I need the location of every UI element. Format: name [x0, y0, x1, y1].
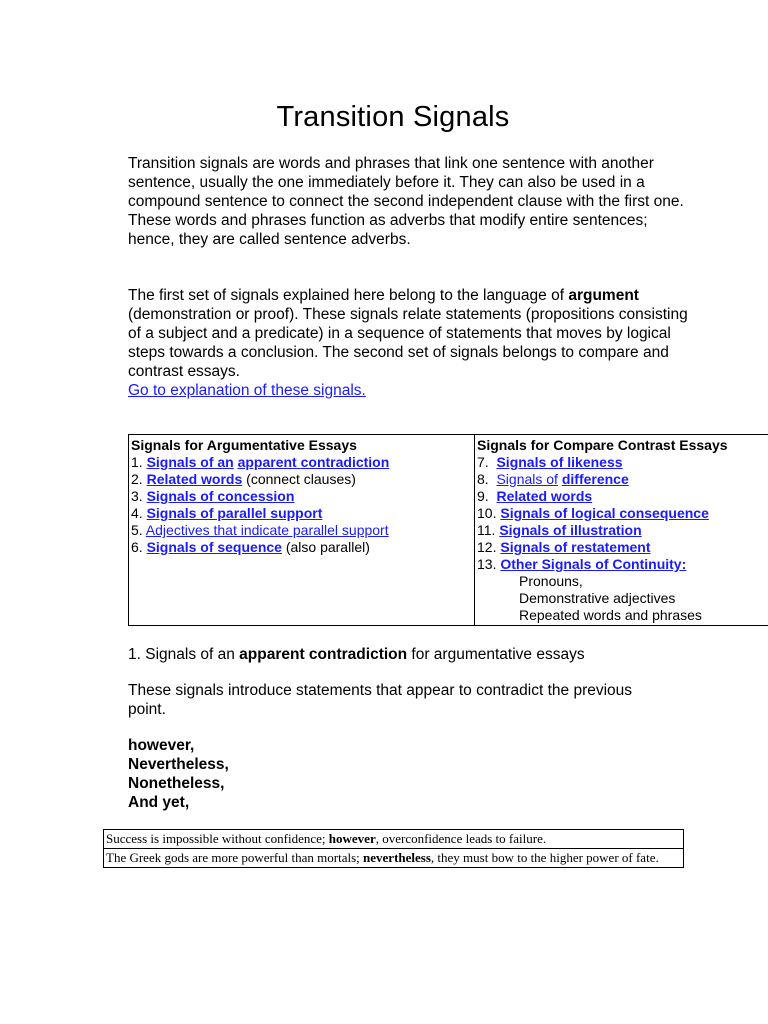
continuity-item: Demonstrative adjectives — [519, 590, 676, 606]
illustration-link[interactable]: Signals of illustration — [499, 522, 642, 538]
list-item — [477, 522, 766, 539]
example-text: The Greek gods are more powerful than mortals; — [106, 850, 364, 865]
item-note: (connect clauses) — [242, 471, 356, 487]
compare-contrast-header: Signals for Compare Contrast Essays — [477, 437, 728, 453]
apparent-contradiction-link[interactable]: apparent contradiction — [237, 454, 390, 470]
signals-of-an-link[interactable]: Signals of an — [146, 454, 234, 470]
go-to-explanation-link[interactable]: Go to explanation of these signals. — [128, 382, 366, 399]
example-row — [104, 848, 683, 867]
argumentative-column — [129, 435, 475, 625]
example-text: Success is impossible without confidence; — [106, 831, 329, 846]
compare-contrast-column — [475, 435, 768, 625]
intro-paragraph: Transition signals are words and phrases that link one sentence with another sentence, usually the one immediately before it. They can also be used in a compound sentence to connect the second independent clause with the first one. These words and phrases function as adverbs that modify entire sentences; hence, they are called sentence adverbs. — [128, 155, 684, 248]
example-text: , they must bow to the higher power of fate. — [430, 850, 659, 865]
list-item — [477, 556, 766, 573]
list-item — [131, 505, 472, 522]
signals-of-parallel-support-link[interactable]: Signals of parallel support — [146, 505, 323, 521]
signals-table — [128, 434, 768, 626]
adjectives-parallel-support-link[interactable]: Adjectives that indicate parallel support — [145, 522, 389, 538]
signals-of-sequence-link[interactable]: Signals of sequence — [146, 539, 282, 555]
examples-table — [103, 829, 684, 868]
item-note: (also parallel) — [281, 539, 370, 555]
signal-word-list — [128, 736, 229, 812]
page-title: Transition Signals — [276, 101, 510, 133]
list-item — [131, 454, 472, 471]
signals-of-concession-link[interactable]: Signals of concession — [146, 488, 295, 504]
list-item — [477, 505, 766, 522]
continuity-link[interactable]: Other Signals of Continuity: — [500, 556, 687, 572]
restatement-link[interactable]: Signals of restatement — [500, 539, 651, 555]
argument-paragraph-end: (demonstration or proof). These signals relate statements (propositions consisting of a subject and a predicate) in a sequence of statements that moves by logical steps towards a conclusion. The second set of signals belongs to compare and contrast essays. — [128, 306, 688, 380]
section-heading-bold: apparent contradiction — [239, 646, 408, 663]
item-number: 3. — [131, 488, 147, 504]
item-number: 8. — [477, 471, 497, 487]
example-signal: nevertheless — [363, 850, 431, 865]
signals-of-likeness-link[interactable]: Signals of likeness — [496, 454, 623, 470]
item-number: 1. — [131, 454, 147, 470]
argument-paragraph — [128, 286, 688, 400]
item-number: 9. — [477, 488, 497, 504]
signal-word: And yet, — [128, 794, 190, 811]
section-heading-start: 1. Signals of an — [128, 646, 240, 663]
argument-term: argument — [568, 287, 639, 304]
signals-of-link[interactable]: Signals of — [496, 471, 558, 487]
item-number: 2. — [131, 471, 147, 487]
list-item — [477, 471, 766, 488]
item-number: 11. — [477, 522, 500, 538]
list-item — [131, 488, 472, 505]
logical-consequence-link[interactable]: Signals of logical consequence — [500, 505, 709, 521]
item-number: 13. — [477, 556, 501, 572]
section-description: These signals introduce statements that appear to contradict the previous point. — [128, 682, 633, 718]
list-item — [131, 471, 472, 488]
list-item — [477, 488, 766, 505]
example-row — [104, 830, 683, 848]
continuity-item: Pronouns, — [519, 573, 583, 589]
argument-paragraph-start: The first set of signals explained here belong to the language of — [128, 287, 569, 304]
list-item — [131, 522, 472, 539]
item-number: 10. — [477, 505, 501, 521]
continuity-item: Repeated words and phrases — [519, 607, 702, 623]
list-item — [477, 539, 766, 556]
list-item — [131, 539, 472, 556]
item-number: 4. — [131, 505, 147, 521]
list-item — [477, 454, 766, 471]
signal-word: however, — [128, 737, 195, 754]
example-text: , overconfidence leads to failure. — [375, 831, 547, 846]
example-signal: however — [328, 831, 376, 846]
item-number: 12. — [477, 539, 501, 555]
item-number: 7. — [477, 454, 497, 470]
section-heading — [128, 645, 585, 664]
item-number: 5. — [131, 522, 146, 538]
related-words-compare-link[interactable]: Related words — [496, 488, 593, 504]
item-number: 6. — [131, 539, 147, 555]
signal-word: Nonetheless, — [128, 775, 225, 792]
signal-word: Nevertheless, — [128, 756, 229, 773]
argumentative-header: Signals for Argumentative Essays — [131, 437, 357, 453]
difference-link[interactable]: difference — [561, 471, 629, 487]
section-heading-end: for argumentative essays — [407, 646, 585, 663]
related-words-link[interactable]: Related words — [146, 471, 243, 487]
